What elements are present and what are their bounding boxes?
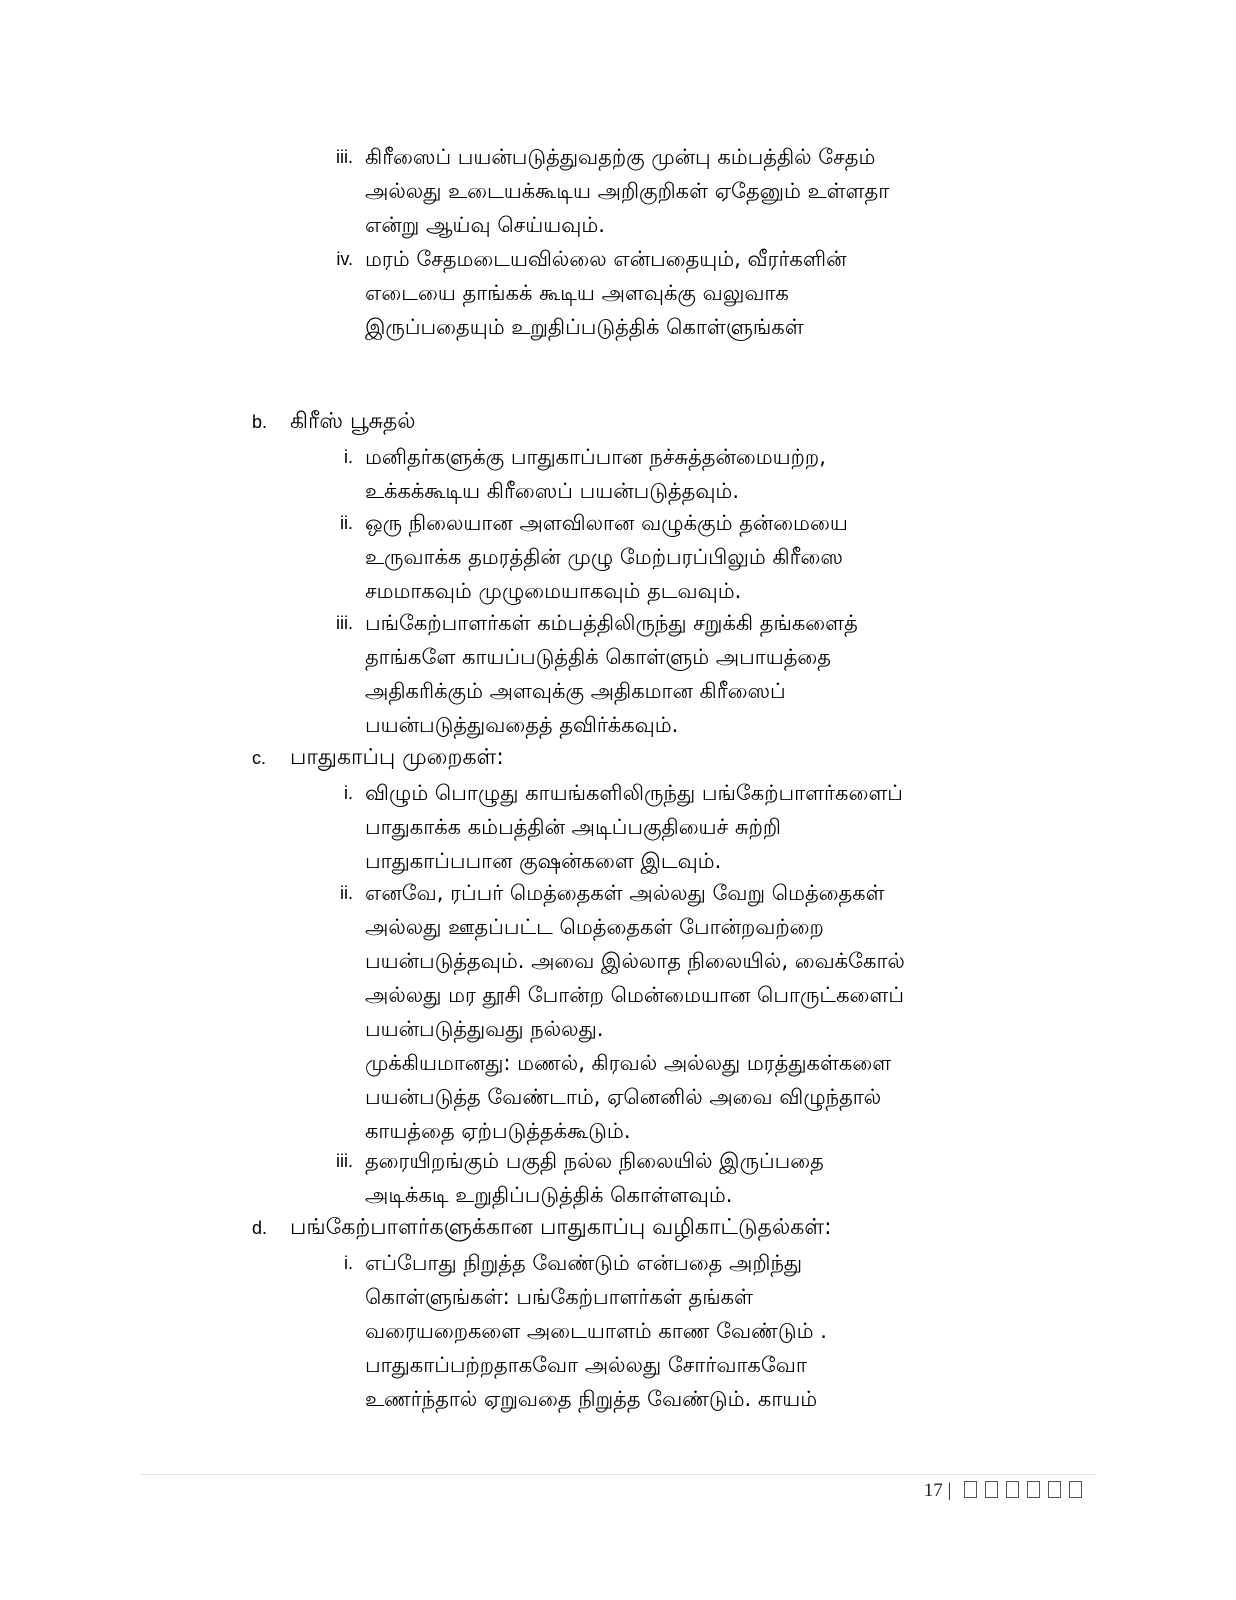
item-numeral: iv. <box>336 249 353 269</box>
item-text-line: பாதுகாப்பபான குஷன்களை இடவும். <box>365 849 722 873</box>
item-numeral: i. <box>344 1253 353 1273</box>
section-title: பாதுகாப்பு முறைகள்: <box>290 745 504 770</box>
item-text-line: எடையை தாங்கக் கூடிய அளவுக்கு வலுவாக <box>365 281 789 305</box>
missing-glyph-box <box>1048 1481 1061 1498</box>
item-numeral: i. <box>344 447 353 467</box>
page-number: 17 <box>923 1480 943 1501</box>
item-text-line: சமமாகவும் முழுமையாகவும் தடவவும். <box>365 579 742 603</box>
item-text-line: உணர்ந்தால் ஏறுவதை நிறுத்த வேண்டும். காயம் <box>365 1387 818 1411</box>
item-text-line: அல்லது ஊதப்பட்ட மெத்தைகள் போன்றவற்றை <box>365 915 824 939</box>
list-item <box>336 1144 1125 1212</box>
footer-separator: | <box>947 1480 952 1501</box>
item-text-line: பங்கேற்பாளர்கள் கம்பத்திலிருந்து சறுக்கி தங்களைத் <box>365 611 858 635</box>
item-text-line: அடிக்கடி உறுதிப்படுத்திக் கொள்ளவும். <box>365 1183 733 1207</box>
item-text-line: வரையறைகளை அடையாளம் காண வேண்டும் . <box>365 1319 827 1343</box>
item-text-line: எப்போது நிறுத்த வேண்டும் என்பதை அறிந்து <box>365 1251 803 1275</box>
item-numeral: i. <box>344 783 353 803</box>
item-text-line: எனவே, ரப்பர் மெத்தைகள் அல்லது வேறு மெத்தைகள் <box>365 881 885 905</box>
item-text-line: பயன்படுத்தவும். அவை இல்லாத நிலையில், வைக்கோல் <box>365 949 905 973</box>
item-text-line: பயன்படுத்துவதைத் தவிர்க்கவும். <box>365 713 679 737</box>
missing-glyph-box <box>964 1481 977 1498</box>
list-item <box>344 776 1125 878</box>
item-text-line: பயன்படுத்துவது நல்லது. <box>365 1017 604 1041</box>
item-text-line: ஒரு நிலையான அளவிலான வழுக்கும் தன்மையை <box>365 511 848 535</box>
section-letter: b. <box>252 412 268 432</box>
missing-glyph-boxes <box>956 1480 1082 1501</box>
section-letter: c. <box>252 748 267 768</box>
list-item <box>340 506 1125 608</box>
list-item <box>336 606 1125 742</box>
missing-glyph-box <box>1027 1481 1040 1498</box>
item-text-line: இருப்பதையும் உறுதிப்படுத்திக் கொள்ளுங்கள் <box>365 315 804 339</box>
footer-divider <box>140 1474 1096 1475</box>
item-text-line: தரையிறங்கும் பகுதி நல்ல நிலையில் இருப்பதை <box>365 1149 824 1173</box>
item-numeral: ii. <box>340 513 353 533</box>
item-text-line: முக்கியமானது: மணல், கிரவல் அல்லது மரத்துகள்களை <box>365 1051 892 1075</box>
list-item <box>336 140 1125 242</box>
section-title: கிரீஸ் பூசுதல் <box>290 409 416 434</box>
item-numeral: iii. <box>336 613 353 633</box>
item-text-line: என்று ஆய்வு செய்யவும். <box>365 213 605 237</box>
section-letter: d. <box>252 1218 268 1238</box>
item-numeral: iii. <box>336 1151 353 1171</box>
item-text-line: கிரீஸைப் பயன்படுத்துவதற்கு முன்பு கம்பத்தில் சேதம் <box>365 145 876 169</box>
item-text-line: பாதுகாப்பற்றதாகவோ அல்லது சோர்வாகவோ <box>365 1353 807 1377</box>
item-text-line: உருவாக்க தமரத்தின் முழு மேற்பரப்பிலும் கிரீஸை <box>365 545 843 569</box>
item-text-line: மரம் சேதமடையவில்லை என்பதையும், வீரர்களின் <box>365 247 847 271</box>
item-numeral: iii. <box>336 147 353 167</box>
item-text-line: அல்லது உடையக்கூடிய அறிகுறிகள் ஏதேனும் உள்ளதா <box>365 179 890 203</box>
missing-glyph-box <box>1069 1481 1082 1498</box>
missing-glyph-box <box>1006 1481 1019 1498</box>
item-text-line: பாதுகாக்க கம்பத்தின் அடிப்பகுதியைச் சுற்றி <box>365 815 781 839</box>
item-text-line: விழும் பொழுது காயங்களிலிருந்து பங்கேற்பாளர்களைப் <box>365 781 903 805</box>
missing-glyph-box <box>985 1481 998 1498</box>
item-text-line: உக்கக்கூடிய கிரீஸைப் பயன்படுத்தவும். <box>365 479 739 503</box>
item-text-line: பயன்படுத்த வேண்டாம், ஏனெனில் அவை விழுந்தால் <box>365 1085 882 1109</box>
item-text-line: அதிகரிக்கும் அளவுக்கு அதிகமான கிரீஸைப் <box>365 679 786 703</box>
page-footer <box>924 1478 1082 1504</box>
section-title: பங்கேற்பாளர்களுக்கான பாதுகாப்பு வழிகாட்டுதல்கள்: <box>290 1215 832 1240</box>
item-text-line: காயத்தை ஏற்படுத்தக்கூடும். <box>365 1119 631 1143</box>
list-item <box>336 242 1125 344</box>
item-text-line: கொள்ளுங்கள்: பங்கேற்பாளர்கள் தங்கள் <box>365 1285 754 1309</box>
list-item <box>344 440 1125 508</box>
list-item <box>340 876 1125 1148</box>
item-text-line: மனிதர்களுக்கு பாதுகாப்பான நச்சுத்தன்மையற்ற, <box>365 445 826 469</box>
list-item <box>344 1246 1125 1416</box>
item-text-line: அல்லது மர தூசி போன்ற மென்மையான பொருட்களைப் <box>365 983 904 1007</box>
item-numeral: ii. <box>340 883 353 903</box>
item-text-line: தாங்களே காயப்படுத்திக் கொள்ளும் அபாயத்தை <box>365 645 831 669</box>
